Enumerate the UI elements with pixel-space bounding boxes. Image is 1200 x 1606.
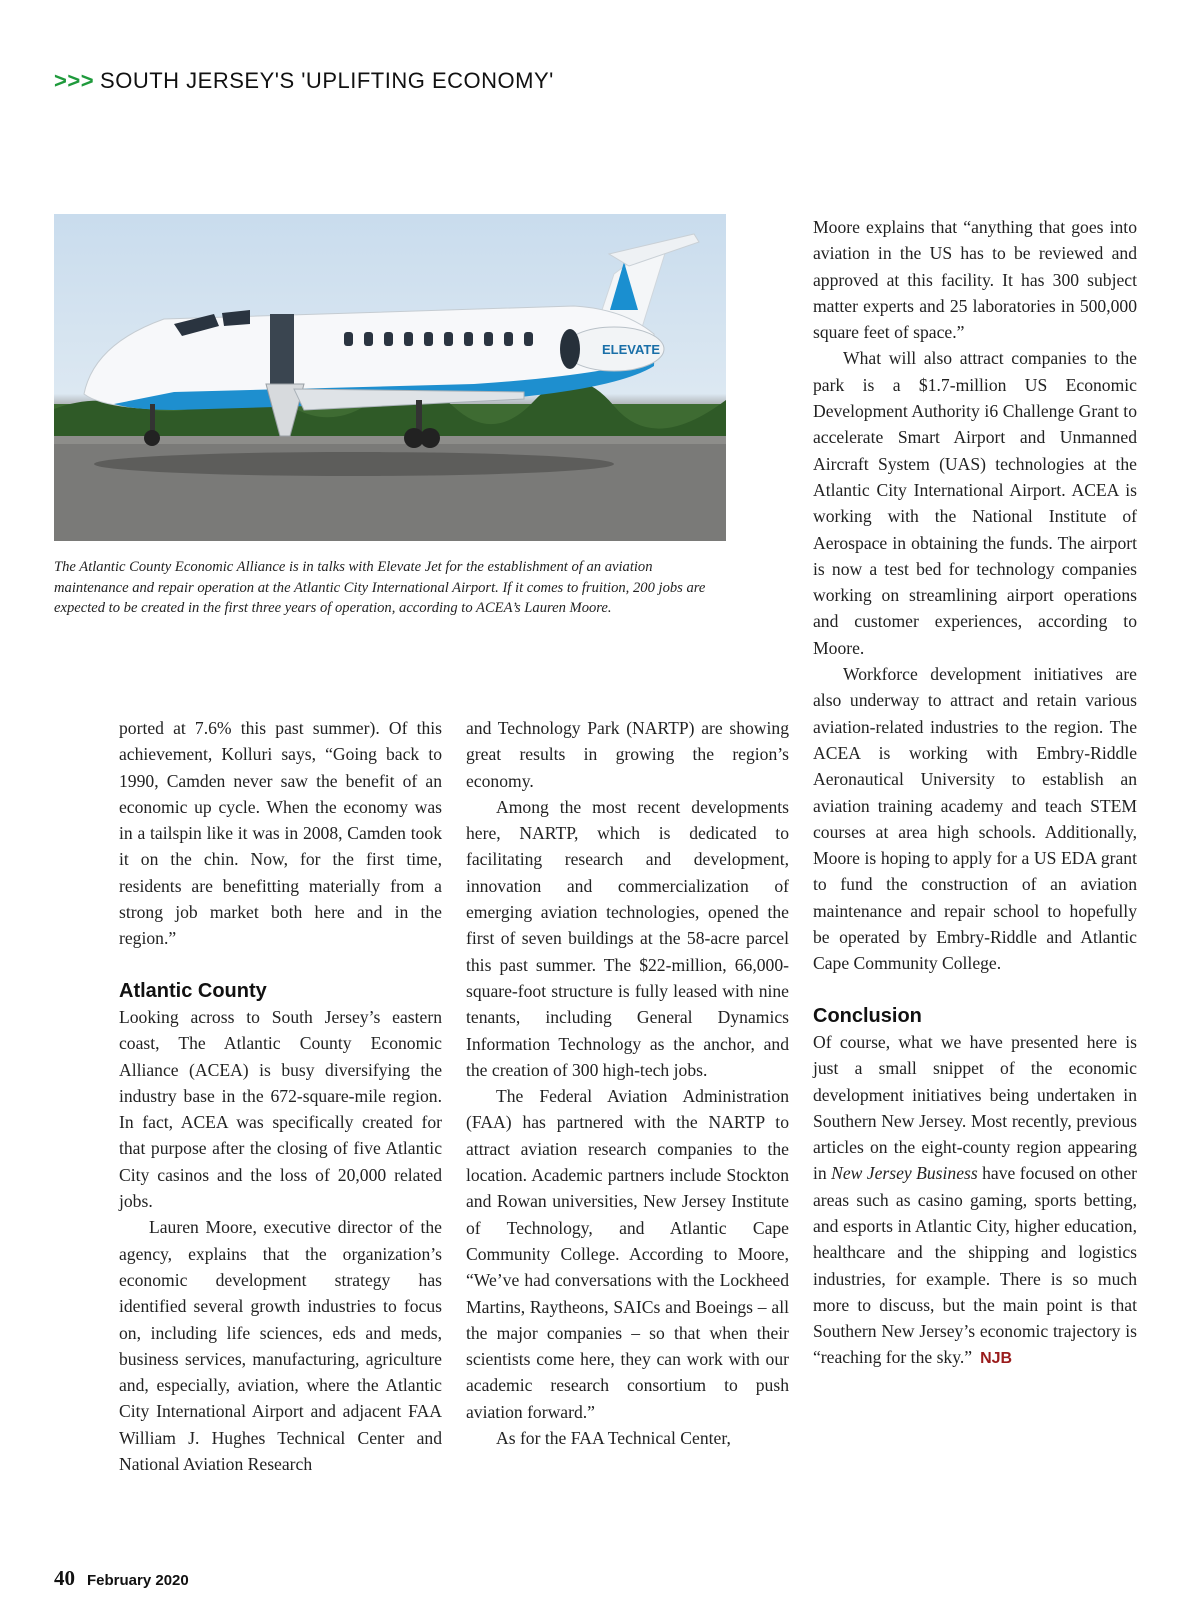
col3-paragraph-1: Moore explains that “anything that goes into aviation in the US has to be reviewed and approved at this facility. It has 300 subject matter experts and 25 laboratories in 500,000 square feet of space.” xyxy=(813,217,1137,343)
heading-conclusion: Conclusion xyxy=(813,1004,922,1027)
page-number: 40 xyxy=(54,1566,75,1590)
njb-signoff: NJB xyxy=(980,1350,1013,1368)
heading-atlantic-county: Atlantic County xyxy=(119,979,267,1002)
issue-date: February 2020 xyxy=(87,1572,189,1589)
col1-paragraph-1: ported at 7.6% this past summer). Of this achievement, Kolluri says, “Going back to 1990, Camden never saw the benefit of an economic up cycle. When the economy was in a tailspin like it was in 2008, Camden took it on the chin. Now, for the first time, residents are benefitting materially from a strong job market both here and in the region.” xyxy=(119,718,442,949)
jet-logo-text: ELEVATE xyxy=(602,342,661,357)
col3-p4-part-b: have focused on other areas such as casino gaming, sports betting, and esports in Atlantic City, higher education, healthcare and the shipping and logistics industries, for example. There is so much more to discuss, but the main point is that Southern New Jersey’s economic trajectory is “reaching for the sky.” xyxy=(813,1163,1137,1368)
page-footer xyxy=(54,1566,189,1591)
col2-paragraph-2: Among the most recent developments here, NARTP, which is dedicated to facilitating research and development, innovation and commercialization of emerging aviation technologies, opened the first of seven buildings at the 58-acre parcel this past summer. The $22-million, 66,000-square-foot structure is fully leased with nine tenants, including General Dynamics Information Technology as the anchor, and the creation of 300 high-tech jobs. xyxy=(466,796,789,1080)
jet-photo xyxy=(54,214,726,541)
col3-paragraph-4 xyxy=(813,1029,1137,1373)
section-header xyxy=(54,68,554,94)
col3-paragraph-2: What will also attract companies to the park is a $1.7-million US Economic Development Authority i6 Challenge Grant to accelerate Smart Airport and Unmanned Aircraft System (UAS) technologies at the Atlantic City International Airport. ACEA is working with the National Institute of Aerospace in obtaining the funds. The airport is now a test bed for technology companies working on streamlining airport operations and customer experiences, according to Moore. xyxy=(813,348,1137,658)
header-title: SOUTH JERSEY'S 'UPLIFTING ECONOMY' xyxy=(100,68,554,93)
col3-p4-part-a: Of course, what we have presented here is just a small snippet of the economic development initiatives being undertaken in Southern New Jersey. Most recently, previous articles on the eight-county region appearing in xyxy=(813,1031,1137,1184)
article-column-3 xyxy=(813,214,1137,1373)
header-arrows: >>> xyxy=(54,68,95,93)
jet-illustration xyxy=(54,214,726,541)
col3-paragraph-3: Workforce development initiatives are also underway to attract and retain various aviation-related industries to the region. The ACEA is working with Embry-Riddle Aeronautical University to establish an aviation training academy and teach STEM courses at area high schools. Additionally, Moore is hoping to apply for a US EDA grant to fund the construction of an aviation maintenance and repair school to hopefully be operated by Embry-Riddle and Atlantic Cape Community College. xyxy=(813,664,1137,974)
article-column-2 xyxy=(466,715,789,1451)
photo-caption: The Atlantic County Economic Alliance is in talks with Elevate Jet for the establishment of an aviation maintenance and repair operation at the Atlantic City International Airport. If it comes to fruition, 200 jobs are expected to be created in the first three years of operation, according to ACEA’s Lauren Moore. xyxy=(54,559,706,616)
article-column-1 xyxy=(119,715,442,1477)
col1-paragraph-3: Lauren Moore, executive director of the agency, explains that the organization’s economic development strategy has identified several growth industries to focus on, including life sciences, eds and meds, business services, manufacturing, agriculture and, especially, aviation, where the Atlantic City International Airport and adjacent FAA William J. Hughes Technical Center and National Aviation Research xyxy=(119,1217,442,1475)
col3-p4-publication: New Jersey Business xyxy=(831,1163,978,1184)
col2-paragraph-1: and Technology Park (NARTP) are showing great results in growing the region’s economy. xyxy=(466,718,789,791)
col2-paragraph-3: The Federal Aviation Administration (FAA) has partnered with the NARTP to attract aviation research companies to the location. Academic partners include Stockton and Rowan universities, New Jersey Institute of Technology, and Atlantic Cape Community College. According to Moore, “We’ve had conversations with the Lockheed Martins, Raytheons, SAICs and Boeings – all the major companies – so that when their scientists come here, they can work with our academic research consortium to push aviation forward.” xyxy=(466,1086,789,1422)
col1-paragraph-2: Looking across to South Jersey’s eastern coast, The Atlantic County Economic Alliance (ACEA) is busy diversifying the industry base in the 672-square-mile region. In fact, ACEA was specifically created for that purpose after the closing of five Atlantic City casinos and the loss of 20,000 related jobs. xyxy=(119,1006,442,1212)
col2-paragraph-4: As for the FAA Technical Center, xyxy=(496,1428,731,1449)
